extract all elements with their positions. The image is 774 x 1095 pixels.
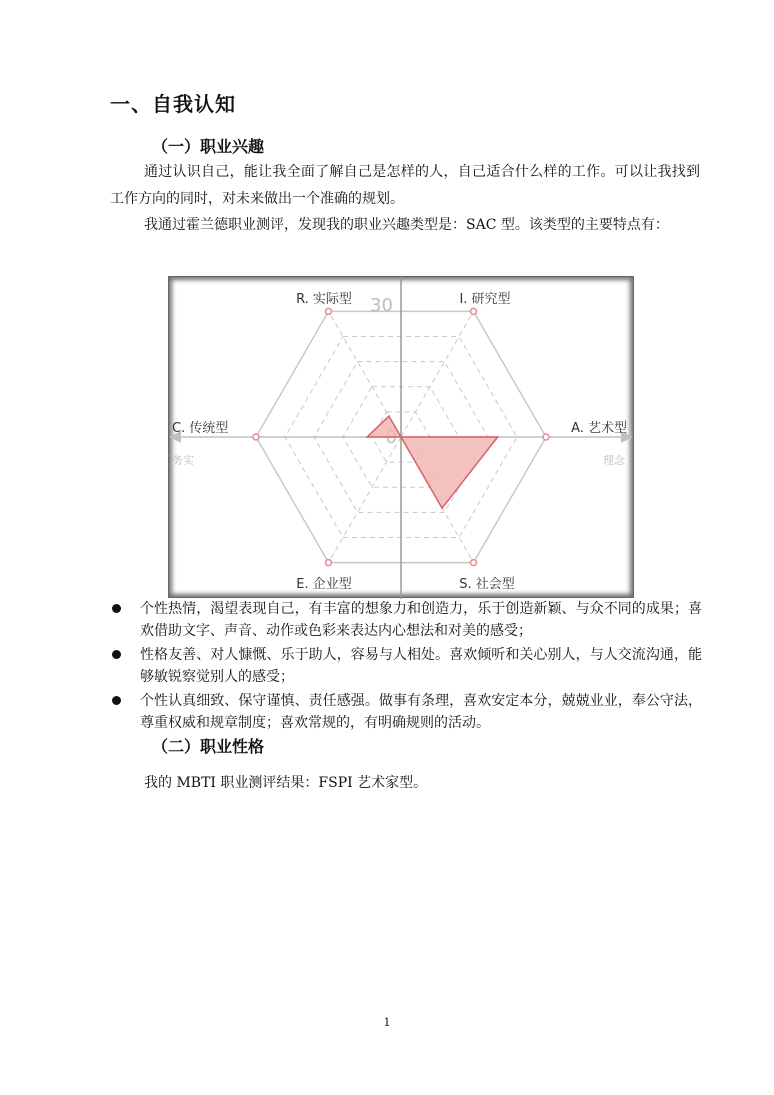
vertex-dot-0 [326, 308, 332, 314]
list-item [110, 644, 702, 688]
bullet-dot [112, 650, 121, 659]
list-item-text: 性格友善、对人慷慨、乐于助人，容易与人相处。喜欢倾听和关心别人，与人交流沟通，能够敏锐察觉别人的感受； [140, 647, 702, 685]
mbti-result: 我的 MBTI 职业测评结果：FSPI 艺术家型。 [144, 775, 428, 791]
list-item-text: 个性热情，渴望表现自己，有丰富的想象力和创造力，乐于创造新颖、与众不同的成果；喜欢借助文字、声音、动作或色彩来表达内心想法和对美的感受； [140, 601, 702, 639]
axis-label-2: A. 艺术型 [571, 421, 627, 436]
list-item [110, 598, 702, 642]
page-heading: 一、自我认知 [110, 92, 236, 116]
vertex-dot-1 [471, 308, 477, 314]
bullet-dot [112, 696, 121, 705]
axis-label-3: S. 社会型 [459, 577, 515, 592]
vertex-dot-2 [543, 434, 549, 440]
trait-list [110, 598, 702, 736]
bullet-dot [112, 604, 121, 613]
axis-label-0: R. 实际型 [296, 292, 352, 307]
axis-label-1: I. 研究型 [459, 292, 511, 307]
vertex-dot-4 [326, 560, 332, 566]
paragraph-intro: 通过认识自己，能让我全面了解自己是怎样的人，自己适合什么样的工作。可以让我找到工作方向的同时，对未来做出一个准确的规划。 [110, 164, 700, 207]
paragraph-holland: 我通过霍兰德职业测评，发现我的职业兴趣类型是：SAC 型。该类型的主要特点有： [144, 217, 669, 233]
spoke-4 [329, 437, 402, 563]
vertex-dot-5 [253, 434, 259, 440]
right-pole-label: 理念 [603, 454, 625, 467]
list-item-text: 个性认真细致、保守谨慎、责任感强。做事有条理，喜欢安定本分，兢兢业业，奉公守法，尊重权威和规章制度；喜欢常规的，有明确规则的活动。 [140, 693, 702, 731]
holland-radar-chart [168, 276, 634, 598]
vertex-dot-3 [471, 560, 477, 566]
section-title-interest: （一）职业兴趣 [152, 137, 265, 156]
axis-label-5: C. 传统型 [172, 421, 229, 436]
section-title-personality: （二）职业性格 [152, 737, 265, 756]
radar-svg [169, 277, 635, 599]
list-item [110, 690, 702, 734]
page-number: 1 [383, 1016, 391, 1029]
axis-label-4: E. 企业型 [296, 577, 352, 592]
scale-max-label: 30 [370, 295, 393, 316]
spoke-1 [401, 311, 474, 437]
left-pole-label: 务实 [172, 454, 194, 467]
